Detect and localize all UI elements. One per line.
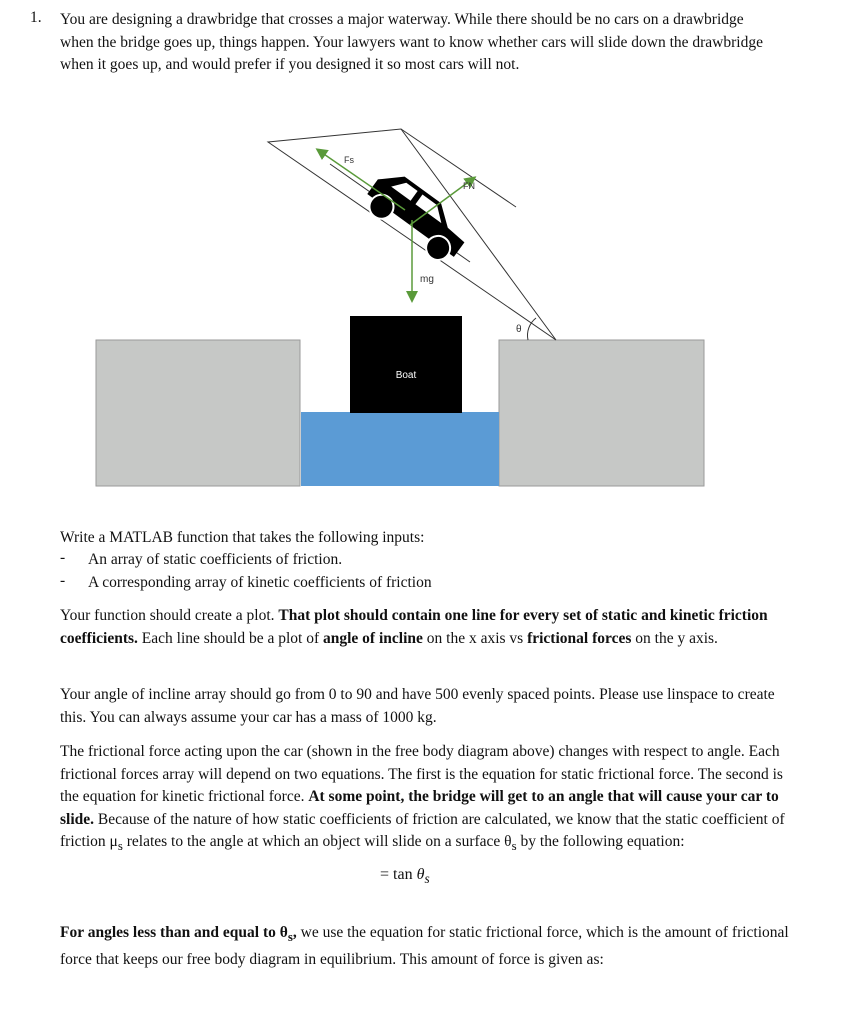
theta-label: θ — [516, 324, 522, 335]
equation: = $\tan \theta_s$ — [380, 866, 430, 887]
question-number: 1. — [30, 9, 42, 26]
paragraph-friction: The frictional force acting upon the car (shown in the free body diagram above) changes with respect to angle. Each frictional forces array will depend on two equations. The first is the equation for static frictional force. The second is the equation for kinetic frictional force. At some point, the bridge will get to an angle that will cause your car to slide. Because of the nature of how static coefficients of friction are calculated, we know that the static coefficient of friction $\mu_s$ relates to the angle at which an object will slide on a surface $\theta_s$ by the following equation: — [60, 743, 785, 854]
fs-label: Fs — [344, 155, 354, 165]
bullet-dash: - — [60, 549, 66, 566]
right-bank — [499, 340, 704, 486]
boat — [350, 316, 462, 413]
paragraph-plot: Your function should create a plot. That plot should contain one line for every set of static and kinetic friction coefficients. Each line should be a plot of angle of incline on the x axis vs frictional forces on the y axis. — [60, 607, 768, 647]
fn-label: FN — [463, 181, 475, 191]
bullet-dash: - — [60, 572, 66, 589]
paragraph-linspace: Your angle of incline array should go from 0 to 90 and have 500 evenly spaced points. Please use linspace to create this. You can always assume your car has a mass of 1000 kg. — [60, 686, 775, 726]
mg-label: mg — [420, 274, 434, 285]
question-text: You are designing a drawbridge that crosses a major waterway. While there should be no cars on a drawbridge when the bridge goes up, things happen. Your lawyers want to know whether cars will slide down the drawbridge when it goes up, and would prefer if you designed it so most cars will not. — [60, 11, 763, 73]
input-item: An array of static coefficients of friction. — [88, 551, 343, 568]
paragraph-static: For angles less than and equal to $\theta_s$, we use the equation for static frictional force, which is the amount of frictional force that keeps our free body diagram in equilibrium. This amount of force is given as: — [60, 924, 789, 968]
input-item: A corresponding array of kinetic coefficients of friction — [88, 574, 432, 591]
intro-text: Write a MATLAB function that takes the following inputs: — [60, 529, 425, 546]
left-bank — [96, 340, 300, 486]
drawbridge-diagram — [0, 0, 842, 500]
water — [301, 412, 499, 486]
boat-label: Boat — [395, 370, 417, 381]
